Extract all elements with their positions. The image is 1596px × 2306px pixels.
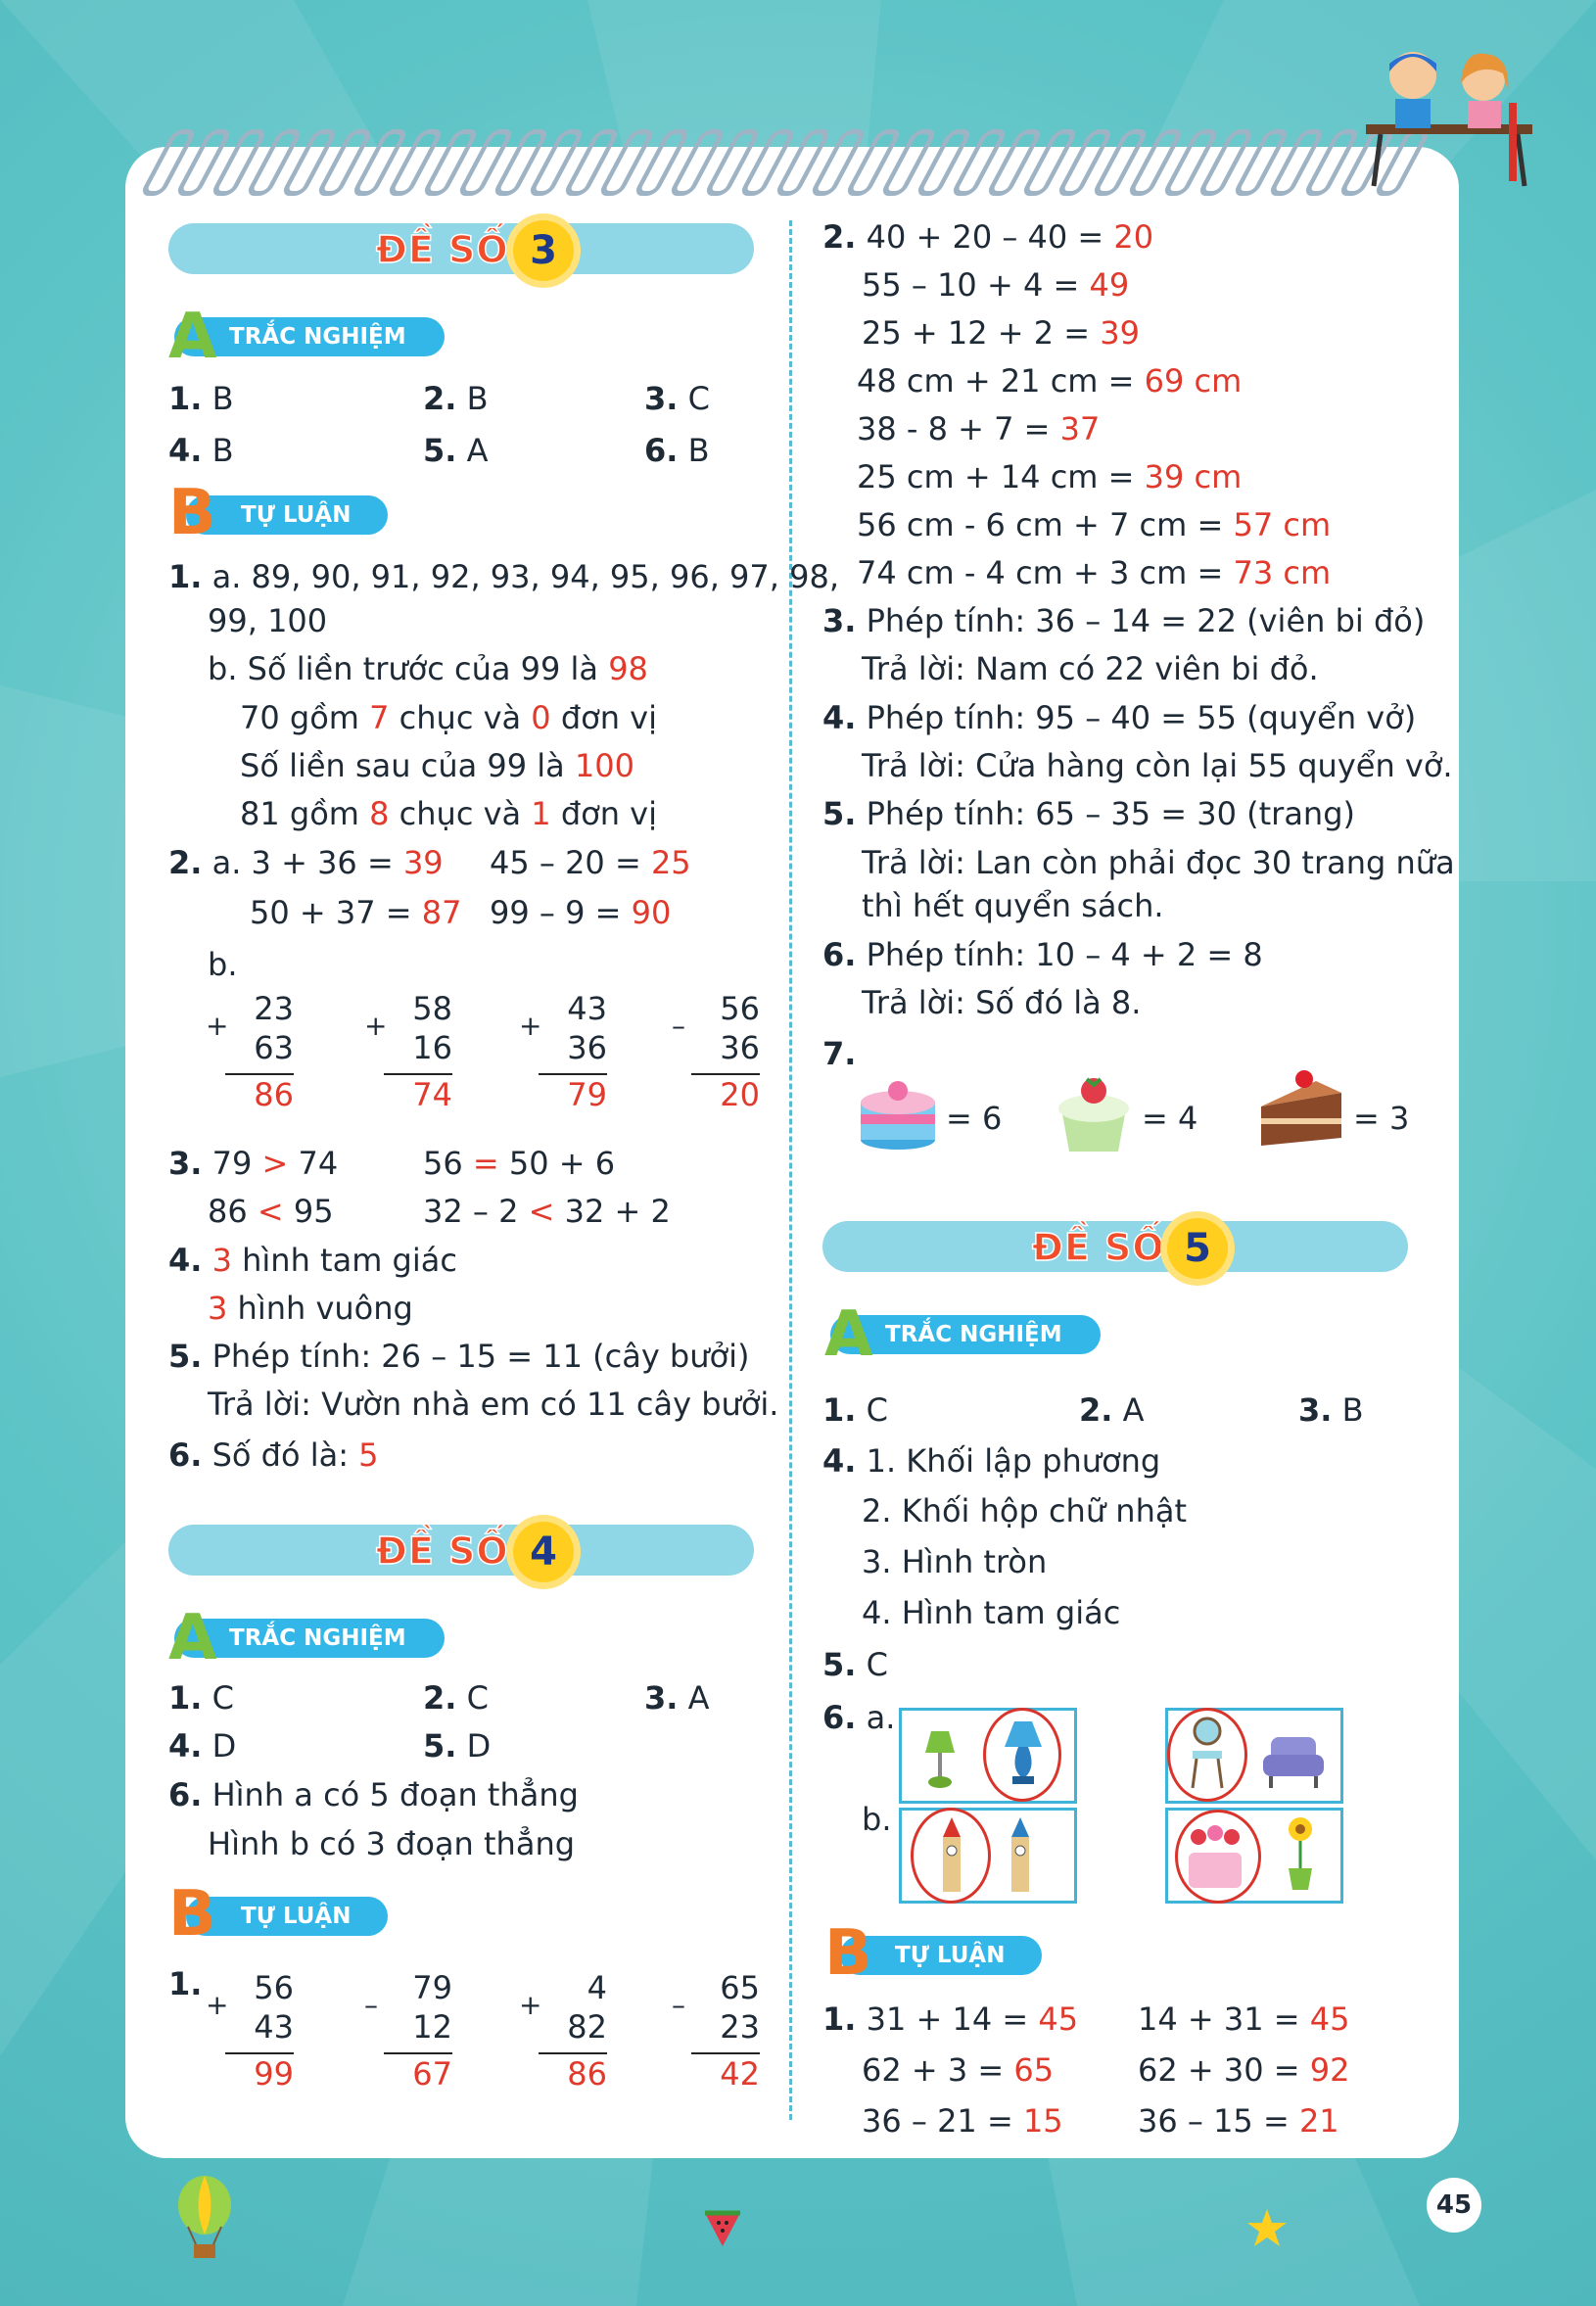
mc-num: 3.	[644, 380, 679, 417]
de4-q2-line: 56 cm - 6 cm + 7 cm = 57 cm	[857, 506, 1332, 543]
de5-letter-b-icon: B	[824, 1917, 872, 1990]
de3-q6: 6. Số đó là: 5	[168, 1436, 379, 1474]
de3-section-b-pill: TỰ LUẬN	[186, 495, 388, 535]
de3-number-sun: 3	[513, 220, 574, 281]
de4-q6b-1: 6. Phép tính: 10 – 4 + 2 = 8	[822, 936, 1263, 973]
column-calc: – 65 23 42	[672, 1969, 760, 2093]
mc-answer: D	[466, 1727, 492, 1765]
column-calc: + 4 82 86	[519, 1969, 607, 2093]
de3-q5-1: 5. Phép tính: 26 – 15 = 11 (cây bưởi)	[168, 1338, 750, 1375]
de5-title: ĐỀ SỐ	[1032, 1226, 1165, 1269]
mc-num: 5.	[423, 1727, 457, 1765]
de4-section-b-pill: TỰ LUẬN	[186, 1897, 388, 1936]
de3-q1-b4: 81 gồm 8 chục và 1 đơn vị	[240, 795, 657, 832]
sunflower-vase-icon	[1279, 1813, 1322, 1892]
mc-answer: C	[211, 1679, 234, 1717]
answer-circle	[983, 1708, 1061, 1802]
de3-q3-1: 3. 79 > 74	[168, 1145, 339, 1182]
answer-circle	[1175, 1810, 1261, 1904]
mc-answer: C	[866, 1391, 888, 1429]
mc-answer: D	[211, 1727, 237, 1765]
de4-q7-num: 7.	[822, 1035, 857, 1072]
de3-q1-b3: Số liền sau của 99 là 100	[240, 747, 635, 784]
cupcake-icon	[1054, 1069, 1134, 1153]
de3-q3-2: 56 = 50 + 6	[423, 1145, 616, 1182]
de4-q3-2: Trả lời: Nam có 22 viên bi đỏ.	[862, 650, 1319, 687]
mc-num: 6.	[644, 432, 679, 469]
page-number: 45	[1427, 2178, 1481, 2233]
de3-q1-line1: 1. a. 89, 90, 91, 92, 93, 94, 95, 96, 97, 98,	[168, 558, 839, 595]
mc-answer: B	[687, 432, 710, 469]
hot-air-balloon-icon	[174, 2176, 235, 2260]
de5-q5: 5. C	[822, 1646, 888, 1683]
de3-q2-a3: 50 + 37 = 87	[250, 894, 462, 931]
mc-answer: C	[687, 380, 710, 417]
de4-q6b-2: Trả lời: Số đó là 8.	[862, 984, 1142, 1021]
de3-q2-a2: 45 – 20 = 25	[490, 844, 691, 881]
de5-q4-item: 3. Hình tròn	[862, 1543, 1048, 1580]
mc-answer: A	[466, 432, 489, 469]
cake-value: = 4	[1142, 1100, 1198, 1137]
de5-section-a-pill: TRẮC NGHIỆM	[830, 1315, 1101, 1354]
de5-tl1: 1. 31 + 14 = 45	[822, 2000, 1079, 2038]
mc-num: 3.	[644, 1679, 679, 1717]
de5-section-b-pill: TỰ LUẬN	[840, 1936, 1042, 1975]
de5-tl1: 62 + 30 = 92	[1138, 2051, 1350, 2089]
watermelon-icon	[701, 2209, 744, 2248]
de3-q3-3: 86 < 95	[208, 1193, 334, 1230]
column-calc: + 56 43 99	[206, 1969, 294, 2093]
de4-title: ĐỀ SỐ	[376, 1529, 509, 1573]
column-divider	[789, 220, 792, 2120]
cake-round-icon	[858, 1075, 938, 1153]
mc-answer: A	[687, 1679, 710, 1717]
lamp-green-icon	[915, 1725, 964, 1792]
de3-letter-b-icon: B	[168, 477, 216, 549]
de3-q5-2: Trả lời: Vườn nhà em có 11 cây bưởi.	[208, 1386, 779, 1423]
de3-q1-b1: b. Số liền trước của 99 là 98	[208, 650, 648, 687]
de4-q6-1: 6. Hình a có 5 đoạn thẳng	[168, 1776, 579, 1813]
de4-number-sun: 4	[513, 1522, 574, 1582]
de3-q2-a1: 2. a. 3 + 36 = 39	[168, 844, 444, 881]
mc-num: 5.	[423, 432, 457, 469]
mc-num: 2.	[423, 1679, 457, 1717]
de4-tl1-num: 1.	[168, 1965, 203, 2002]
de5-letter-a-icon: A	[824, 1298, 873, 1371]
de4-q5-3: thì hết quyển sách.	[862, 887, 1164, 924]
column-calc: + 58 16 74	[364, 990, 452, 1113]
armchair-icon	[1261, 1731, 1326, 1790]
de4-q5-1: 5. Phép tính: 65 – 35 = 30 (trang)	[822, 795, 1355, 832]
column-calc: + 23 63 86	[206, 990, 294, 1113]
kids-studying-illustration	[1366, 44, 1542, 191]
de5-q4-item: 4. 1. Khối lập phương	[822, 1442, 1161, 1480]
de4-q2-line: 55 – 10 + 4 = 49	[862, 266, 1130, 304]
de3-q2-b: b.	[208, 946, 238, 983]
de4-q4-2: Trả lời: Cửa hàng còn lại 55 quyển vở.	[862, 747, 1453, 784]
cake-value: = 6	[946, 1100, 1003, 1137]
de3-title: ĐỀ SỐ	[376, 228, 509, 271]
mc-answer: B	[1341, 1391, 1364, 1429]
de4-q2-line: 48 cm + 21 cm = 69 cm	[857, 362, 1243, 400]
mc-num: 1.	[168, 380, 203, 417]
mc-num: 4.	[168, 1727, 203, 1765]
star-icon	[1245, 2207, 1289, 2250]
de3-q4-1: 4. 3 hình tam giác	[168, 1242, 457, 1279]
mc-num: 4.	[168, 432, 203, 469]
de3-q1-line2: 99, 100	[208, 602, 328, 639]
column-calc: – 56 36 20	[672, 990, 760, 1113]
de3-section-a-pill: TRẮC NGHIỆM	[174, 317, 445, 356]
mc-answer: A	[1122, 1391, 1145, 1429]
mc-num: 2.	[1079, 1391, 1113, 1429]
answer-circle	[911, 1808, 991, 1904]
mc-answer: B	[466, 380, 489, 417]
column-calc: + 43 36 79	[519, 990, 607, 1113]
de4-q2-line: 25 + 12 + 2 = 39	[862, 314, 1140, 352]
mc-num: 1.	[168, 1679, 203, 1717]
de4-q6-2: Hình b có 3 đoạn thẳng	[208, 1825, 576, 1862]
de4-q2-line: 38 - 8 + 7 = 37	[857, 410, 1101, 447]
de3-q4-2: 3 hình vuông	[208, 1290, 413, 1327]
de5-q4-item: 4. Hình tam giác	[862, 1594, 1121, 1631]
de4-q2-line: 25 cm + 14 cm = 39 cm	[857, 458, 1243, 495]
tower-blue-icon	[1004, 1815, 1037, 1894]
de4-section-a-pill: TRẮC NGHIỆM	[174, 1619, 445, 1658]
answer-circle	[1167, 1708, 1247, 1802]
mc-answer: C	[466, 1679, 489, 1717]
de5-q4-item: 2. Khối hộp chữ nhật	[862, 1492, 1187, 1529]
de4-q2-line: 74 cm - 4 cm + 3 cm = 73 cm	[857, 554, 1332, 591]
de5-tl1: 36 – 21 = 15	[862, 2102, 1063, 2140]
column-calc: – 79 12 67	[364, 1969, 452, 2093]
de3-q1-b2: 70 gồm 7 chục và 0 đơn vị	[240, 699, 657, 736]
mc-num: 3.	[1298, 1391, 1333, 1429]
de5-tl1: 36 – 15 = 21	[1138, 2102, 1339, 2140]
de3-q3-4: 32 – 2 < 32 + 2	[423, 1193, 671, 1230]
cake-value: = 3	[1353, 1100, 1410, 1137]
de3-q2-a4: 99 – 9 = 90	[490, 894, 672, 931]
mc-answer: B	[211, 432, 234, 469]
de3-letter-a-icon: A	[168, 301, 217, 373]
de4-q5-2: Trả lời: Lan còn phải đọc 30 trang nữa	[862, 844, 1455, 881]
mc-num: 2.	[423, 380, 457, 417]
de4-q2-line: 2. 40 + 20 – 40 = 20	[822, 218, 1154, 256]
cake-slice-icon	[1257, 1067, 1345, 1152]
de4-letter-a-icon: A	[168, 1602, 217, 1674]
de5-number-sun: 5	[1167, 1218, 1228, 1279]
de5-tl1: 62 + 3 = 65	[862, 2051, 1055, 2089]
de4-letter-b-icon: B	[168, 1878, 216, 1951]
de5-q6-b: b.	[862, 1801, 892, 1838]
mc-num: 1.	[822, 1391, 857, 1429]
de4-q3-1: 3. Phép tính: 36 – 14 = 22 (viên bi đỏ)	[822, 602, 1426, 639]
de5-tl1: 14 + 31 = 45	[1138, 2000, 1350, 2038]
de4-q4-1: 4. Phép tính: 95 – 40 = 55 (quyển vở)	[822, 699, 1417, 736]
de5-q6-a: 6. a.	[822, 1699, 896, 1736]
mc-answer: B	[211, 380, 234, 417]
